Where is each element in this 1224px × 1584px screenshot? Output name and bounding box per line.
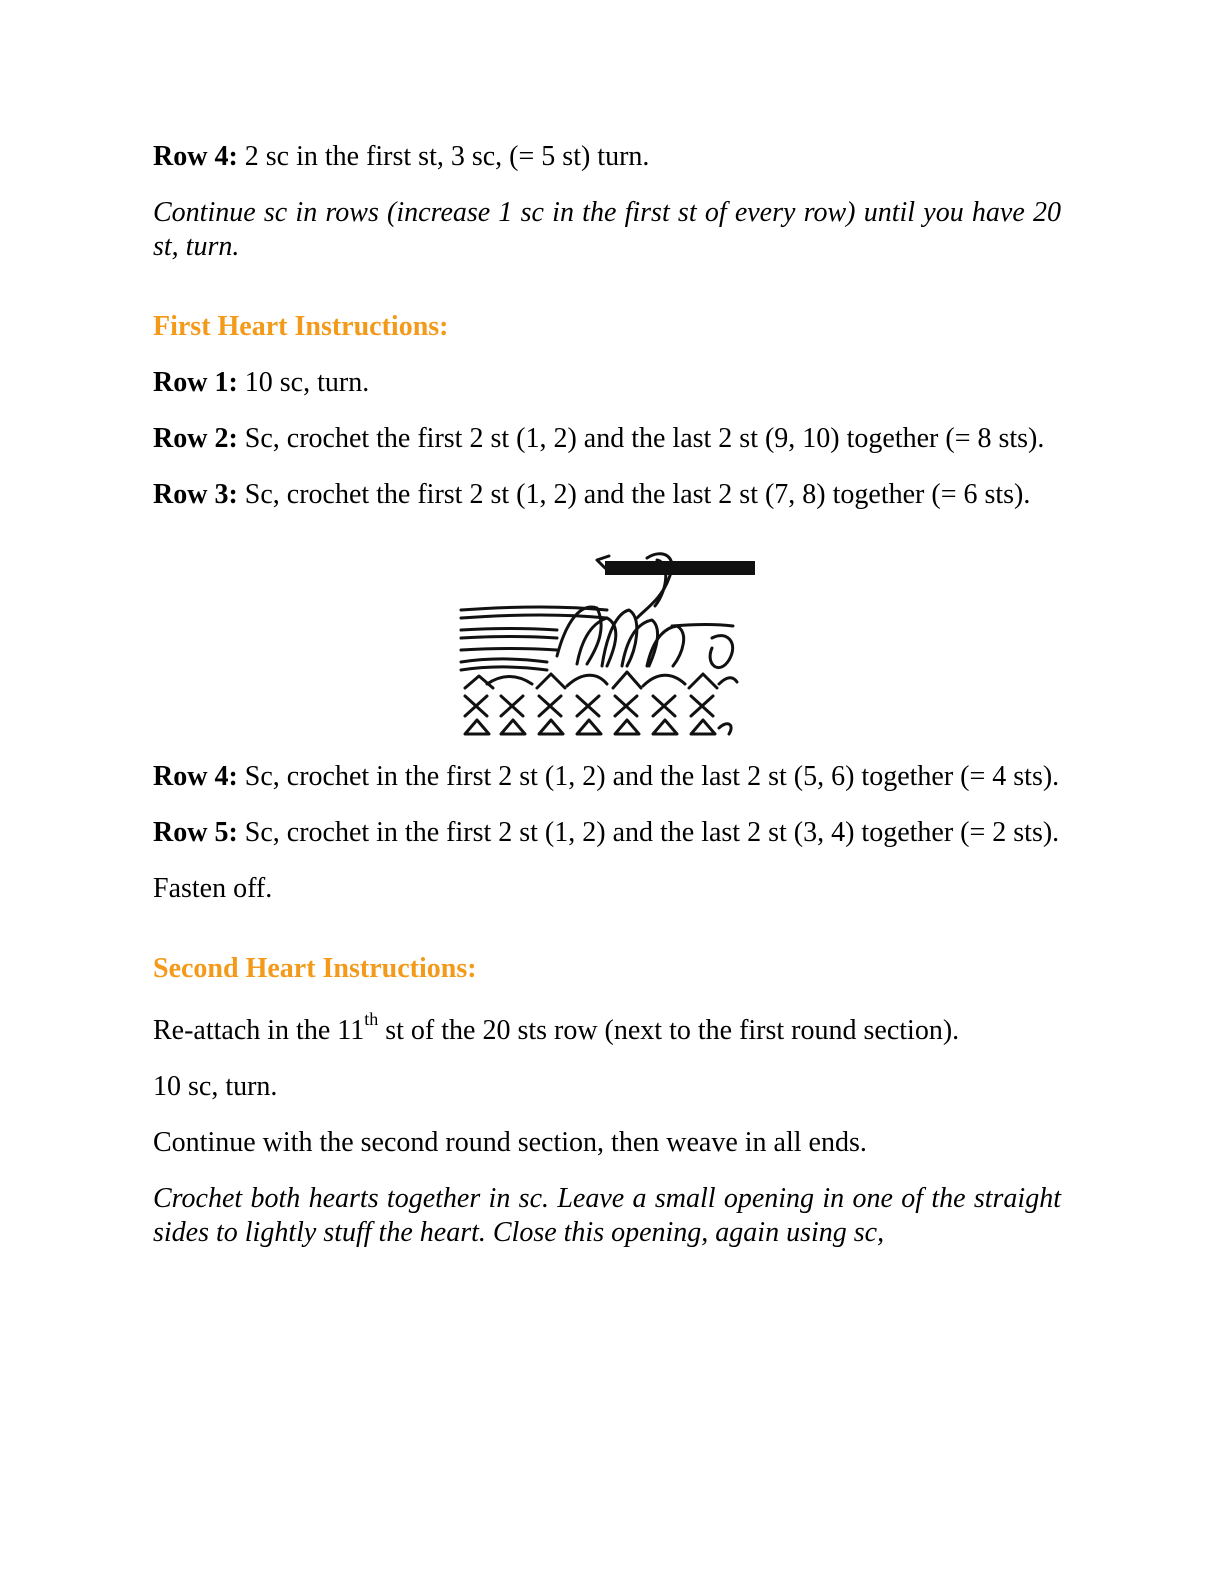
- second-heart-line-3: Continue with the second round section, then weave in all ends.: [153, 1127, 867, 1158]
- row-text: Sc, crochet the first 2 st (1, 2) and the last 2 st (9, 10) together (= 8 sts).: [237, 423, 1045, 454]
- final-note: Crochet both hearts together in sc. Leave a small opening in one of the straight sides to lightly stuff the heart. Close this opening, again using sc,: [153, 1183, 1061, 1248]
- first-heart-row-5: [153, 816, 1061, 850]
- first-heart-heading: First Heart Instructions:: [153, 311, 449, 342]
- second-heart-line-2: 10 sc, turn.: [153, 1071, 278, 1102]
- first-heart-row-3: [153, 478, 1061, 512]
- row-label: Row 2:: [153, 423, 238, 454]
- document-page: [153, 140, 1061, 1250]
- first-heart-row-2: [153, 422, 1061, 456]
- row-text: 10 sc, turn.: [237, 367, 370, 398]
- continue-note: Continue sc in rows (increase 1 sc in the first st of every row) until you have 20 st, turn.: [153, 197, 1061, 262]
- row-text: Sc, crochet in the first 2 st (1, 2) and the last 2 st (5, 6) together (= 4 sts).: [237, 761, 1060, 792]
- second-heart-heading: Second Heart Instructions:: [153, 953, 477, 984]
- fasten-off: Fasten off.: [153, 873, 273, 904]
- intro-row-4: [153, 140, 1061, 174]
- row-text: Sc, crochet in the first 2 st (1, 2) and the last 2 st (3, 4) together (= 2 sts).: [237, 817, 1060, 848]
- ordinal-suffix: th: [364, 1008, 379, 1029]
- row-label: Row 1:: [153, 367, 238, 398]
- row-text: 2 sc in the first st, 3 sc, (= 5 st) turn.: [237, 141, 650, 172]
- reattach-after: st of the 20 sts row (next to the first round section).: [378, 1015, 960, 1046]
- crochet-stitch-diagram-icon: [457, 548, 757, 738]
- reattach-before: Re-attach in the 11: [153, 1015, 365, 1046]
- first-heart-row-4: [153, 760, 1061, 794]
- row-label: Row 3:: [153, 479, 238, 510]
- row-label: Row 4:: [153, 761, 238, 792]
- reattach-line: [153, 1008, 1061, 1048]
- row-label: Row 5:: [153, 817, 238, 848]
- first-heart-row-1: [153, 366, 1061, 400]
- row-text: Sc, crochet the first 2 st (1, 2) and the last 2 st (7, 8) together (= 6 sts).: [237, 479, 1031, 510]
- row-label: Row 4:: [153, 141, 238, 172]
